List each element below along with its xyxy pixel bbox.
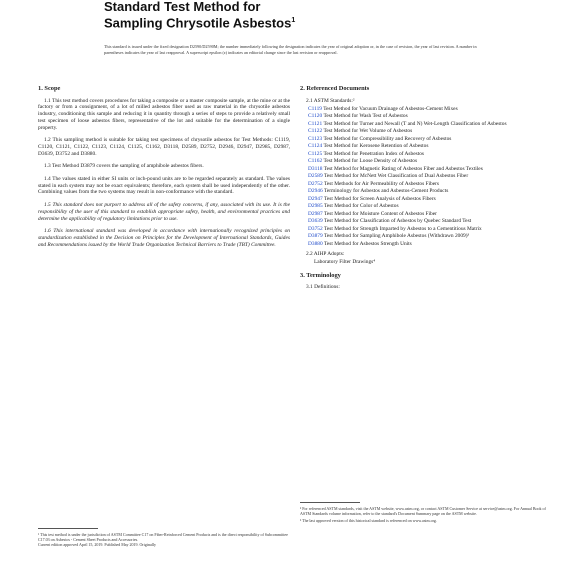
paragraph-1-5: 1.5 This standard does not purport to address all of the safety concerns, if any, associated with its use. It is the responsibility of the user of this standard to establish appropriate safety, health, and environmental practices and determine the applicability of regulatory limitations prior to use. [38, 202, 290, 222]
reference-item[interactable] [300, 188, 552, 195]
title-line-2-text: Sampling Chrysotile Asbestos [104, 15, 292, 31]
title-line-1: Standard Test Method for [104, 0, 261, 14]
reference-code[interactable]: D2752 [308, 180, 323, 187]
reference-code[interactable]: C1124 [308, 143, 323, 150]
reference-item[interactable] [300, 158, 552, 165]
definitions-heading: 3.1 Definitions: [306, 284, 340, 291]
reference-code[interactable]: C1125 [308, 150, 323, 157]
reference-title: Test Method for Strength Imparted by Asbestos to a Cementitious Matrix [323, 225, 482, 232]
reference-item[interactable] [300, 218, 552, 225]
reference-code[interactable]: D2987 [308, 210, 323, 217]
aihp-adopts-heading: 2.2 AIHP Adopts: [306, 250, 345, 257]
left-column [38, 86, 290, 496]
reference-code[interactable]: C1122 [308, 128, 323, 135]
paragraph-1-1: 1.1 This test method covers procedures for taking a composite or a master composite sample, at the mine or at the factory or from a consignment, of a lot of milled asbestos fiber used as raw material in the chrysotile asbestos industry, conditioning this sample and reducing it in quantity through a series of steps to provide a relatively small test specimen of loose asbestos fibers, representative of the lot and suitable for the determination of a single property. [38, 97, 290, 131]
reference-item[interactable] [300, 241, 552, 248]
reference-item[interactable] [300, 196, 552, 203]
aihp-adopts-item: Laboratory Filter Drawings⁴ [314, 258, 376, 265]
reference-title: Test Method for McNett Wet Classification of Dual Asbestos Fiber [323, 173, 469, 180]
reference-title: Test Method for Wet Volume of Asbestos [323, 128, 413, 135]
reference-title: Test Method for Color of Asbestos [323, 203, 399, 210]
reference-code[interactable]: D3752 [308, 225, 323, 232]
reference-code[interactable]: D3118 [308, 165, 323, 172]
reference-item[interactable] [300, 203, 552, 210]
reference-code[interactable]: D2985 [308, 203, 323, 210]
reference-item[interactable] [300, 143, 552, 150]
reference-title: Test Method for Penetration Index of Asbestos [323, 150, 424, 157]
footnote-rule-right [300, 502, 360, 503]
paragraph-1-2: 1.2 This sampling method is suitable for taking test specimens of chrysotile asbestos for Test Methods: C1119, C1120, C1121, C1122, C1123, C1124, C1125, C1162, D3118, D2589, D2752, D2946, D2947, D2985, D2987, D3639, D3752 and D3880. [38, 137, 290, 157]
reference-item[interactable] [300, 136, 552, 143]
reference-title: Test Method for Classification of Asbestos by Quebec Standard Test [323, 218, 472, 225]
reference-code[interactable]: D2946 [308, 188, 323, 195]
issuance-notice: This standard is issued under the fixed designation D2590/D2590M; the number immediately following the designation indicates the year of original adoption or, in the case of revision, the year of last revision. A number in parentheses indicates the year of last reapproval. A superscript epsilon (ε) indicates an editorial change since the last revision or reapproval. [104, 44, 477, 55]
reference-title: Test Method for Sampling Amphibole Asbestos (Withdrawn 2009)³ [323, 233, 470, 240]
reference-list [300, 106, 552, 248]
section-heading-referenced-documents: 2. Referenced Documents [300, 86, 370, 92]
reference-code[interactable]: C1119 [308, 105, 322, 112]
reference-title: Test Method for Kerosene Retention of Asbestos [323, 143, 429, 150]
title-footnote-mark: 1 [291, 17, 296, 24]
paragraph-1-4: 1.4 The values stated in either SI units or inch-pound units are to be regarded separately as standard. The values stated in each system may not be exact equivalents; therefore, each system shall be used independently of the other. Combining values from the two systems may result in non-conformance with the standard. [38, 176, 290, 196]
footnote-right [300, 506, 550, 524]
reference-title: Test Methods for Air Permeability of Asbestos Fibers [323, 180, 440, 187]
footnote-left [38, 532, 288, 548]
footnote-1: ¹ This test method is under the jurisdiction of ASTM Committee C17 on Fiber-Reinforced Cement Products and is the direct responsibility of Subcommittee C17.03 on Asbestos - Cement Sheet Products and Accessories. [38, 532, 288, 543]
reference-item[interactable] [300, 151, 552, 158]
reference-item[interactable] [300, 128, 552, 135]
reference-code[interactable]: D3880 [308, 240, 323, 247]
footnote-2: ² For referenced ASTM standards, visit the ASTM website, www.astm.org, or contact ASTM Customer Service at service@astm.org. For Annual Book of ASTM Standards volume information, refer to the standard's Document Summary page on the ASTM website. [300, 506, 546, 517]
reference-item[interactable] [300, 181, 552, 188]
reference-code[interactable]: D2947 [308, 195, 323, 202]
reference-code[interactable]: D3639 [308, 218, 323, 225]
reference-title: Test Method for Moisture Content of Asbestos Fiber [323, 210, 437, 217]
reference-item[interactable] [300, 106, 552, 113]
reference-title: Test Method for Magnetic Rating of Asbestos Fiber and Asbestos Textiles [323, 165, 483, 172]
document-title [104, 0, 484, 30]
reference-title: Test Method for Turner and Newall (T and N) Wet-Length Classification of Asbestos [323, 120, 507, 127]
reference-title: Test Method for Compressibility and Recovery of Asbestos [323, 135, 452, 142]
reference-item[interactable] [300, 166, 552, 173]
reference-code[interactable]: C1121 [308, 120, 323, 127]
paragraph-1-3: 1.3 Test Method D3879 covers the sampling of amphibole asbestos fibers. [44, 163, 204, 170]
footnote-rule-left [38, 528, 98, 529]
section-heading-scope: 1. Scope [38, 86, 61, 92]
reference-item[interactable] [300, 173, 552, 180]
footnote-1-continued: Current edition approved April 15, 2019. Published May 2019. Originally [38, 542, 156, 548]
reference-code[interactable]: D3879 [308, 233, 323, 240]
reference-item[interactable] [300, 226, 552, 233]
reference-item[interactable] [300, 121, 552, 128]
footnote-3: ³ The last approved version of this historical standard is referenced on www.astm.org. [300, 518, 437, 524]
reference-item[interactable] [300, 211, 552, 218]
reference-code[interactable]: D2589 [308, 173, 323, 180]
section-heading-terminology: 3. Terminology [300, 271, 341, 279]
paragraph-1-6: 1.6 This international standard was developed in accordance with internationally recognized principles on standardization established in the Decision on Principles for the Development of International Standards, Guides and Recommendations issued by the World Trade Organization Technical Barriers to Trade (TBT) Committee. [38, 228, 290, 248]
reference-title: Test Method for Vacuum Drainage of Asbestos-Cement Mixes [323, 105, 458, 112]
reference-item[interactable] [300, 233, 552, 240]
reference-code[interactable]: C1123 [308, 135, 323, 142]
astm-standards-heading: 2.1 ASTM Standards:² [306, 97, 355, 104]
reference-title: Test Method for Screen Analysis of Asbestos Fibers [323, 195, 436, 202]
reference-code[interactable]: C1120 [308, 113, 323, 120]
reference-title: Terminology for Asbestos and Asbestos-Cement Products [323, 188, 449, 195]
reference-code[interactable]: C1162 [308, 158, 323, 165]
reference-title: Test Method for Loose Density of Asbestos [323, 158, 418, 165]
title-line-2 [104, 14, 484, 30]
right-column [300, 86, 552, 511]
reference-title: Test Method for Wash Test of Asbestos [323, 113, 408, 120]
reference-title: Test Method for Asbestos Strength Units [323, 240, 412, 247]
reference-item[interactable] [300, 113, 552, 120]
